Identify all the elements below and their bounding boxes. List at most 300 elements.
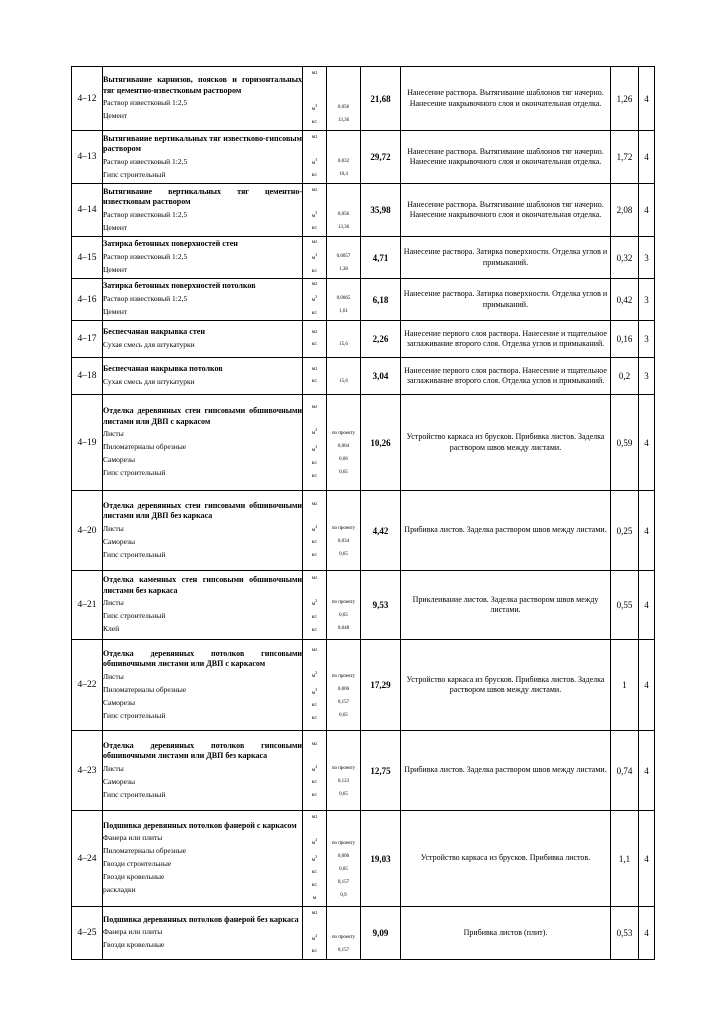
work-title: Вытягивание вертикальных тяг цементно-известковым раствором <box>103 186 302 206</box>
material-name: Раствор известковый 1:2,5 <box>103 209 188 219</box>
quantity-column <box>327 67 361 131</box>
unit-exponent: 2 <box>315 575 318 581</box>
worker-grade: 4 <box>639 907 655 960</box>
material-name: Раствор известковый 1:2,5 <box>103 156 188 166</box>
labour-time: 0,74 <box>611 731 639 811</box>
unit-text: м <box>311 813 316 820</box>
work-title: Подшивка деревянных потолков фанерой без каркаса <box>103 914 299 924</box>
work-title: Беспесчаная накрывка потолков <box>103 364 223 374</box>
work-unit <box>303 402 326 423</box>
worker-grade: 4 <box>639 640 655 731</box>
material-quantity: 0,006 <box>337 686 350 692</box>
material-unit <box>303 892 326 905</box>
material-quantity: 13,36 <box>337 118 350 124</box>
unit-text: м <box>311 106 316 113</box>
material-name: Гвозди кровельные <box>103 872 165 882</box>
unit-exponent: 2 <box>315 523 318 529</box>
material-name: Цемент <box>103 111 128 120</box>
work-title: Отделка деревянных потолков гипсовыми обшивочными листами или ДВП с каркасом <box>103 648 302 668</box>
unit-column <box>303 907 327 960</box>
work-description <box>103 571 303 640</box>
norm-code: 4–19 <box>72 395 103 491</box>
rates-table <box>71 66 655 960</box>
material-unit <box>303 338 326 351</box>
quantity-spacer <box>327 406 360 427</box>
quantity-spacer <box>327 70 360 102</box>
work-composition: Прибивка листов (плит). <box>401 907 611 960</box>
work-unit <box>303 132 326 153</box>
work-description <box>103 358 303 395</box>
labour-time: 1,72 <box>611 131 639 184</box>
material-unit <box>303 776 326 789</box>
unit-text: м <box>311 526 316 533</box>
material-quantity: по проекту <box>331 673 356 679</box>
work-composition: Устройство каркаса из брусков. Прибивка листов. Заделка раствором швов между листами. <box>401 395 611 491</box>
unit-text: кг. <box>311 472 318 479</box>
unit-column <box>303 279 327 321</box>
labour-time: 0,16 <box>611 321 639 358</box>
work-description <box>103 131 303 184</box>
unit-column <box>303 640 327 731</box>
quantity-column <box>327 321 361 358</box>
quantity-spacer <box>327 239 360 250</box>
material-quantity: по проекту <box>331 840 356 846</box>
material-quantity: 13,36 <box>337 224 350 230</box>
work-unit <box>303 237 326 248</box>
material-quantity: 0,032 <box>337 158 350 164</box>
unit-text: кг. <box>311 792 318 799</box>
unit-text: м <box>311 672 316 679</box>
labour-time: 2,08 <box>611 184 639 237</box>
unit-exponent: 2 <box>315 69 318 75</box>
unit-text: м <box>311 404 316 411</box>
material-name: Цемент <box>103 222 128 232</box>
material-quantity: 0,006 <box>337 853 350 859</box>
material-unit <box>303 833 326 850</box>
quantity-column <box>327 571 361 640</box>
unit-text: кг. <box>311 309 318 316</box>
rate-value: 3,04 <box>361 358 401 395</box>
unit-text: м <box>311 646 316 653</box>
unit-column <box>303 131 327 184</box>
unit-exponent: 3 <box>315 444 318 449</box>
material-quantity: 0,05 <box>339 866 348 872</box>
unit-exponent: 2 <box>315 646 318 652</box>
rate-value: 4,71 <box>361 237 401 279</box>
material-quantity: 0,65 <box>339 551 348 557</box>
unit-exponent: 3 <box>315 156 318 162</box>
unit-exponent: 3 <box>315 293 318 299</box>
worker-grade: 3 <box>639 321 655 358</box>
table-row <box>72 358 655 395</box>
material-unit <box>303 153 326 170</box>
unit-text: м <box>311 254 316 261</box>
unit-text: м <box>311 500 316 507</box>
work-unit <box>303 279 326 290</box>
work-unit <box>303 68 326 100</box>
labour-time: 0,42 <box>611 279 639 321</box>
quantity-column <box>327 811 361 907</box>
unit-exponent: 2 <box>315 404 318 410</box>
material-name: Листы <box>103 671 124 681</box>
unit-exponent: 2 <box>315 909 318 915</box>
labour-time: 0,25 <box>611 491 639 571</box>
work-title: Подшивка деревянных потолков фанерой с каркасом <box>103 820 297 830</box>
quantity-column <box>327 237 361 279</box>
work-description <box>103 395 303 491</box>
unit-exponent: 2 <box>315 813 318 819</box>
table-row <box>72 279 655 321</box>
table-row <box>72 237 655 279</box>
material-name: Цемент <box>103 306 128 316</box>
work-unit <box>303 739 326 760</box>
material-name: Листы <box>103 429 124 438</box>
work-title: Затирка бетонных поверхностей стен <box>103 239 238 249</box>
material-quantity: 15,6 <box>339 378 348 384</box>
rate-value: 9,53 <box>361 571 401 640</box>
quantity-spacer <box>327 910 360 931</box>
material-name: Гипс строительный <box>103 169 166 179</box>
unit-text: кг. <box>311 267 318 274</box>
norm-code: 4–15 <box>72 237 103 279</box>
quantity-column <box>327 395 361 491</box>
work-title: Затирка бетонных поверхностей потолков <box>103 281 256 291</box>
work-description <box>103 67 303 131</box>
rate-value: 2,26 <box>361 321 401 358</box>
unit-exponent: 3 <box>315 103 318 109</box>
work-unit <box>303 573 326 594</box>
norm-code: 4–21 <box>72 571 103 640</box>
table-row <box>72 571 655 640</box>
material-unit <box>303 222 326 235</box>
material-quantity: по проекту <box>331 431 356 436</box>
unit-text: м <box>311 281 316 288</box>
labour-time: 0,55 <box>611 571 639 640</box>
material-name: Гипс строительный <box>103 549 166 559</box>
unit-exponent: 2 <box>315 740 318 746</box>
material-unit <box>303 712 326 725</box>
material-name: Сухая смесь для штукатурки <box>103 339 195 349</box>
material-name: Гипс строительный <box>103 468 166 477</box>
material-unit <box>303 457 326 470</box>
table-row <box>72 907 655 960</box>
material-quantity: 0,056 <box>337 211 350 217</box>
material-quantity: 0,048 <box>337 626 350 631</box>
unit-exponent: 3 <box>315 251 318 257</box>
material-unit <box>303 116 326 129</box>
table-row <box>72 67 655 131</box>
unit-exponent: 2 <box>315 133 318 139</box>
work-composition: Нанесение первого слоя раствора. Нанесение и тщательное заглаживание второго слоя. Отделка углов и примыканий. <box>401 358 611 395</box>
worker-grade: 4 <box>639 491 655 571</box>
work-composition: Нанесение раствора. Затирка поверхности. Отделка углов и примыканий. <box>401 279 611 321</box>
worker-grade: 4 <box>639 811 655 907</box>
material-quantity: 0,157 <box>337 947 350 953</box>
norm-code: 4–12 <box>72 67 103 131</box>
quantity-column <box>327 131 361 184</box>
table-row <box>72 811 655 907</box>
material-name: Цемент <box>103 264 128 274</box>
material-name: Раствор известковый 1:2,5 <box>103 293 188 303</box>
work-composition: Прибивка листов. Заделка раствором швов между листами. <box>401 731 611 811</box>
worker-grade: 3 <box>639 279 655 321</box>
unit-text: м <box>311 909 316 916</box>
material-unit <box>303 683 326 700</box>
labour-time: 1,1 <box>611 811 639 907</box>
material-quantity: по проекту <box>331 525 356 531</box>
unit-column <box>303 358 327 395</box>
worker-grade: 4 <box>639 731 655 811</box>
work-composition: Устройство каркаса из брусков. Прибивка листов. <box>401 811 611 907</box>
work-unit <box>303 645 326 666</box>
work-title: Вытягивание карнизов, поясков и горизонтальных тяг цементно-известковым раствором <box>103 75 302 95</box>
table-row <box>72 131 655 184</box>
unit-text: м <box>311 935 316 942</box>
labour-time: 1 <box>611 640 639 731</box>
material-unit <box>303 549 326 562</box>
quantity-column <box>327 491 361 571</box>
norm-code: 4–25 <box>72 907 103 960</box>
work-composition: Приклеивание листов. Заделка раствором швов между листами. <box>401 571 611 640</box>
unit-text: кг. <box>311 626 318 633</box>
work-composition: Нанесение раствора. Затирка поверхности. Отделка углов и примыканий. <box>401 237 611 279</box>
quantity-column <box>327 640 361 731</box>
work-description <box>103 184 303 237</box>
material-name: Сухая смесь для штукатурки <box>103 376 195 386</box>
unit-text: м <box>311 239 316 246</box>
rate-value: 12,75 <box>361 731 401 811</box>
unit-exponent: 2 <box>315 669 318 675</box>
material-quantity: 0,9 <box>340 892 347 898</box>
work-title: Вытягивание вертикальных тяг известково-гипсовым раствором <box>103 133 302 153</box>
unit-text: м <box>311 69 316 76</box>
material-unit <box>303 265 326 278</box>
material-unit <box>303 850 326 867</box>
material-unit <box>303 520 326 537</box>
material-unit <box>303 206 326 223</box>
unit-text: м <box>311 366 316 373</box>
unit-column <box>303 731 327 811</box>
unit-text: кг. <box>311 340 318 347</box>
work-composition: Нанесение первого слоя раствора. Нанесение и тщательное заглаживание второго слоя. Отделка углов и примыканий. <box>401 321 611 358</box>
norm-code: 4–18 <box>72 358 103 395</box>
material-unit <box>303 789 326 802</box>
work-description <box>103 279 303 321</box>
work-description <box>103 640 303 731</box>
material-name: Саморезы <box>103 455 135 464</box>
material-unit <box>303 248 326 265</box>
unit-exponent: 2 <box>315 366 318 372</box>
norm-code: 4–23 <box>72 731 103 811</box>
work-unit <box>303 908 326 929</box>
unit-exponent: 2 <box>315 329 318 335</box>
material-name: Саморезы <box>103 697 135 707</box>
unit-column <box>303 811 327 907</box>
material-quantity: 0,034 <box>337 538 350 544</box>
material-name: Раствор известковый 1:2,5 <box>103 98 188 107</box>
material-unit <box>303 423 326 440</box>
unit-text: кг. <box>311 459 318 466</box>
material-unit <box>303 760 326 777</box>
labour-time: 0,53 <box>611 907 639 960</box>
unit-exponent: 2 <box>315 427 318 433</box>
unit-text: м <box>311 133 316 140</box>
unit-exponent: 2 <box>315 836 318 842</box>
unit-text: кг. <box>311 119 318 126</box>
material-name: Пиломатериалы обрезные <box>103 684 187 694</box>
rate-value: 17,29 <box>361 640 401 731</box>
material-quantity: 10,4 <box>339 171 348 177</box>
worker-grade: 3 <box>639 358 655 395</box>
material-quantity: 0,123 <box>337 778 350 784</box>
unit-text: м <box>311 689 316 696</box>
quantity-spacer <box>327 816 360 837</box>
unit-column <box>303 321 327 358</box>
norm-code: 4–14 <box>72 184 103 237</box>
rate-value: 10,26 <box>361 395 401 491</box>
quantity-spacer <box>327 134 360 155</box>
material-unit <box>303 624 326 637</box>
quantity-column <box>327 358 361 395</box>
unit-text: м <box>312 895 317 902</box>
material-quantity: по проекту <box>331 600 356 605</box>
material-quantity: 0,157 <box>337 699 350 705</box>
material-unit <box>303 99 326 116</box>
unit-exponent: 3 <box>315 686 318 692</box>
material-unit <box>303 536 326 549</box>
work-composition: Устройство каркаса из брусков. Прибивка листов. Заделка раствором швов между листами. <box>401 640 611 731</box>
work-title: Отделка деревянных потолков гипсовыми обшивочными листами или ДВП без каркаса <box>103 740 302 760</box>
table-row <box>72 184 655 237</box>
unit-exponent: 2 <box>315 598 318 604</box>
material-unit <box>303 440 326 457</box>
unit-text: м <box>311 159 316 166</box>
unit-column <box>303 184 327 237</box>
work-description <box>103 907 303 960</box>
work-composition: Нанесение раствора. Вытягивание шаблонов тяг начерно. Нанесение накрывочного слоя и окончательная отделка. <box>401 184 611 237</box>
quantity-spacer <box>327 501 360 522</box>
rate-value: 19,03 <box>361 811 401 907</box>
material-unit <box>303 699 326 712</box>
material-name: Гипс строительный <box>103 611 166 620</box>
material-quantity: 0,0065 <box>336 295 351 301</box>
worker-grade: 4 <box>639 184 655 237</box>
unit-text: м <box>311 186 316 193</box>
rate-value: 21,68 <box>361 67 401 131</box>
unit-column <box>303 237 327 279</box>
material-name: Гипс строительный <box>103 789 166 799</box>
material-quantity: 0,0057 <box>336 253 351 259</box>
material-name: Клей <box>103 624 120 633</box>
unit-exponent: 2 <box>315 763 318 769</box>
norm-code: 4–13 <box>72 131 103 184</box>
worker-grade: 4 <box>639 67 655 131</box>
work-title: Беспесчаная накрывка стен <box>103 327 205 337</box>
labour-time: 0,59 <box>611 395 639 491</box>
material-name: Саморезы <box>103 536 135 546</box>
unit-column <box>303 491 327 571</box>
unit-column <box>303 571 327 640</box>
norm-code: 4–24 <box>72 811 103 907</box>
material-unit <box>303 470 326 483</box>
table-row <box>72 321 655 358</box>
table-row <box>72 640 655 731</box>
quantity-spacer <box>327 327 360 338</box>
work-title: Отделка деревянных стен гипсовыми обшивочными листами или ДВП с каркасом <box>103 406 302 426</box>
unit-text: м <box>311 839 316 846</box>
labour-time: 0,32 <box>611 237 639 279</box>
rate-value: 6,18 <box>361 279 401 321</box>
work-title: Отделка каменных стен гипсовыми обшивочными листами без каркаса <box>103 575 302 595</box>
material-unit <box>303 290 326 307</box>
material-quantity: по проекту <box>331 765 356 771</box>
unit-text: кг. <box>311 948 318 955</box>
work-description <box>103 237 303 279</box>
material-name: Раствор известковый 1:2,5 <box>103 251 188 261</box>
material-unit <box>303 307 326 320</box>
worker-grade: 4 <box>639 395 655 491</box>
unit-text: кг. <box>311 613 318 620</box>
material-quantity: 0,056 <box>337 105 350 111</box>
work-description <box>103 731 303 811</box>
work-title: Отделка деревянных стен гипсовыми обшивочными листами или ДВП без каркаса <box>103 500 302 520</box>
material-unit <box>303 611 326 624</box>
quantity-column <box>327 184 361 237</box>
unit-text: кг. <box>311 882 318 889</box>
norm-code: 4–16 <box>72 279 103 321</box>
worker-grade: 4 <box>639 571 655 640</box>
material-quantity: 1,38 <box>339 266 348 272</box>
quantity-spacer <box>327 364 360 375</box>
material-unit <box>303 866 326 879</box>
work-description <box>103 811 303 907</box>
material-name: Фанера или плиты <box>103 833 163 843</box>
material-quantity: 0,65 <box>339 712 348 718</box>
unit-exponent: 3 <box>315 209 318 215</box>
material-name: Листы <box>103 523 124 533</box>
quantity-spacer <box>327 187 360 208</box>
unit-text: м <box>311 329 316 336</box>
work-unit <box>303 499 326 520</box>
material-unit <box>303 666 326 683</box>
material-name: Пиломатериалы обрезные <box>103 846 187 856</box>
work-description <box>103 321 303 358</box>
norm-code: 4–20 <box>72 491 103 571</box>
material-quantity: 1,61 <box>339 308 348 314</box>
unit-exponent: 3 <box>315 853 318 859</box>
norm-code: 4–17 <box>72 321 103 358</box>
norm-code: 4–22 <box>72 640 103 731</box>
material-name: раскладки <box>103 885 136 895</box>
unit-text: м <box>311 600 316 607</box>
work-unit <box>303 812 326 833</box>
material-unit <box>303 879 326 892</box>
unit-text: кг. <box>311 172 318 179</box>
table-row <box>72 491 655 571</box>
unit-exponent: 2 <box>315 186 318 192</box>
unit-exponent: 2 <box>315 281 318 287</box>
material-quantity: 0,65 <box>339 791 348 797</box>
material-quantity: 0,157 <box>337 879 350 885</box>
work-unit <box>303 185 326 206</box>
material-quantity: по проекту <box>331 934 356 940</box>
unit-exponent: 2 <box>315 500 318 506</box>
unit-text: м <box>311 856 316 863</box>
material-unit <box>303 375 326 388</box>
unit-column <box>303 67 327 131</box>
work-composition: Нанесение раствора. Вытягивание шаблонов тяг начерно. Нанесение накрывочного слоя и окончательная отделка. <box>401 67 611 131</box>
unit-text: кг. <box>311 715 318 722</box>
